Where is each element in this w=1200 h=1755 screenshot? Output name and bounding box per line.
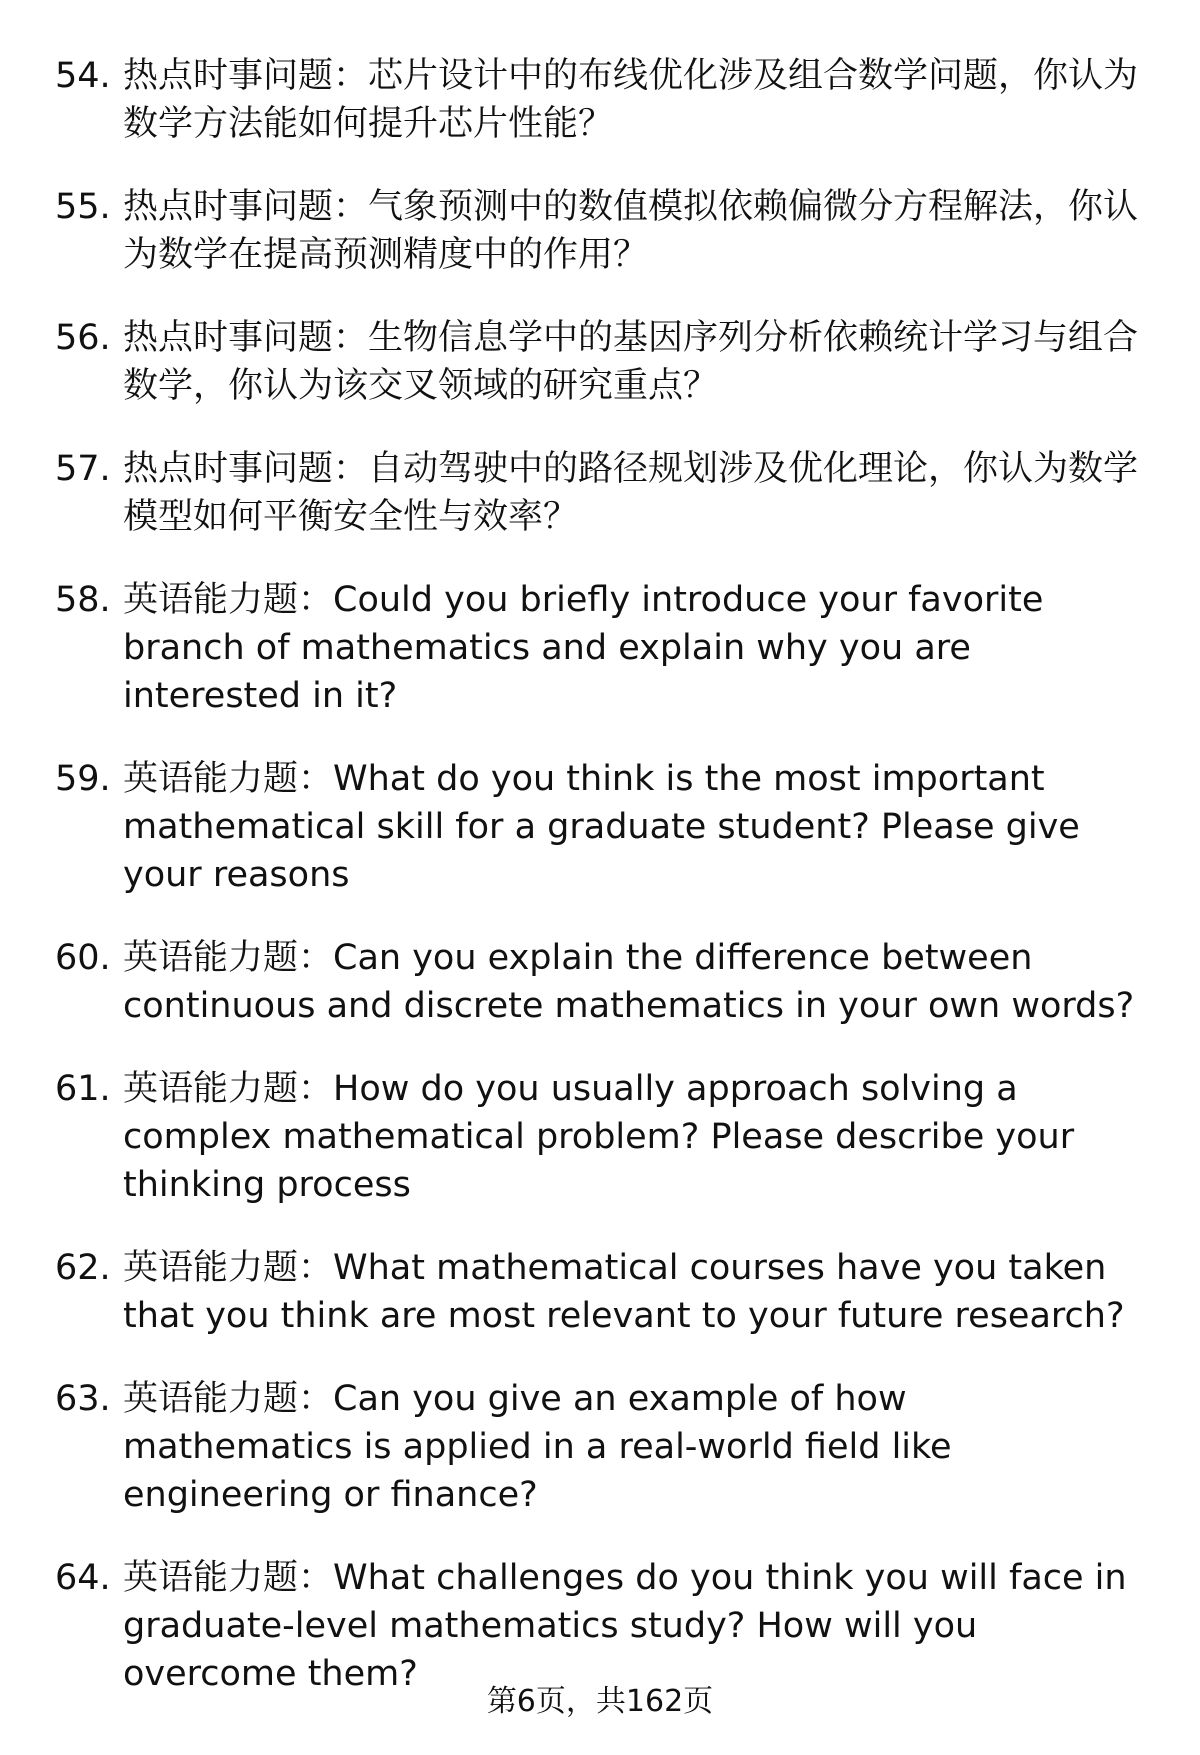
question-category: 英语能力题： — [123, 759, 334, 799]
question-category: 英语能力题： — [123, 1379, 334, 1419]
question-text: 芯片设计中的布线优化涉及组合数学问题，你认为数学方法能如何提升芯片性能？ — [123, 56, 1139, 144]
question-item — [0, 934, 1200, 1030]
question-text: How do you usually approach solving a complex mathematical problem? Please describe your thinking process — [123, 1069, 1075, 1205]
question-text: What mathematical courses have you taken that you think are most relevant to your future research? — [123, 1248, 1125, 1336]
question-body — [123, 314, 1143, 410]
question-body — [123, 1375, 1143, 1519]
question-text: Can you give an example of how mathematics is applied in a real-world field like engineering or finance? — [123, 1379, 952, 1515]
question-body — [123, 1065, 1143, 1209]
question-category: 热点时事问题： — [123, 56, 369, 96]
question-number: 58. — [55, 580, 111, 620]
question-category: 热点时事问题： — [123, 449, 369, 489]
question-category: 英语能力题： — [123, 1558, 334, 1598]
question-text: What do you think is the most important mathematical skill for a graduate student? Please give your reasons — [123, 759, 1080, 895]
page-footer: 第6页，共162页 — [486, 1684, 714, 1719]
question-number: 54. — [55, 56, 111, 96]
question-category: 英语能力题： — [123, 1248, 334, 1288]
question-item — [0, 576, 1200, 720]
question-text: What challenges do you think you will face in graduate-level mathematics study? How will you overcome them? — [123, 1558, 1127, 1694]
question-item — [0, 52, 1200, 148]
question-item — [0, 314, 1200, 410]
question-item — [0, 755, 1200, 899]
question-number: 55. — [55, 187, 111, 227]
question-list — [0, 52, 1200, 1733]
question-item — [0, 1244, 1200, 1340]
question-category: 英语能力题： — [123, 1069, 334, 1109]
question-number: 61. — [55, 1069, 111, 1109]
question-category: 热点时事问题： — [123, 187, 369, 227]
question-text: 自动驾驶中的路径规划涉及优化理论，你认为数学模型如何平衡安全性与效率？ — [123, 449, 1139, 537]
question-body — [123, 576, 1143, 720]
question-item — [0, 183, 1200, 279]
question-category: 热点时事问题： — [123, 318, 369, 358]
question-text: Can you explain the difference between continuous and discrete mathematics in your own words? — [123, 938, 1135, 1026]
question-number: 59. — [55, 759, 111, 799]
question-body — [123, 52, 1143, 148]
question-body — [123, 934, 1143, 1030]
question-item — [0, 445, 1200, 541]
question-number: 62. — [55, 1248, 111, 1288]
question-body — [123, 445, 1143, 541]
question-item — [0, 1554, 1200, 1698]
question-text: 生物信息学中的基因序列分析依赖统计学习与组合数学，你认为该交叉领域的研究重点？ — [123, 318, 1139, 406]
question-number: 57. — [55, 449, 111, 489]
question-category: 英语能力题： — [123, 580, 334, 620]
question-body — [123, 1244, 1143, 1340]
question-item — [0, 1375, 1200, 1519]
question-item — [0, 1065, 1200, 1209]
question-number: 63. — [55, 1379, 111, 1419]
question-number: 60. — [55, 938, 111, 978]
question-text: 气象预测中的数值模拟依赖偏微分方程解法，你认为数学在提高预测精度中的作用？ — [123, 187, 1139, 275]
question-body — [123, 183, 1143, 279]
question-body — [123, 755, 1143, 899]
question-category: 英语能力题： — [123, 938, 334, 978]
question-text: Could you briefly introduce your favorite branch of mathematics and explain why you are interested in it? — [123, 580, 1044, 716]
question-number: 64. — [55, 1558, 111, 1598]
question-number: 56. — [55, 318, 111, 358]
question-body — [123, 1554, 1143, 1698]
